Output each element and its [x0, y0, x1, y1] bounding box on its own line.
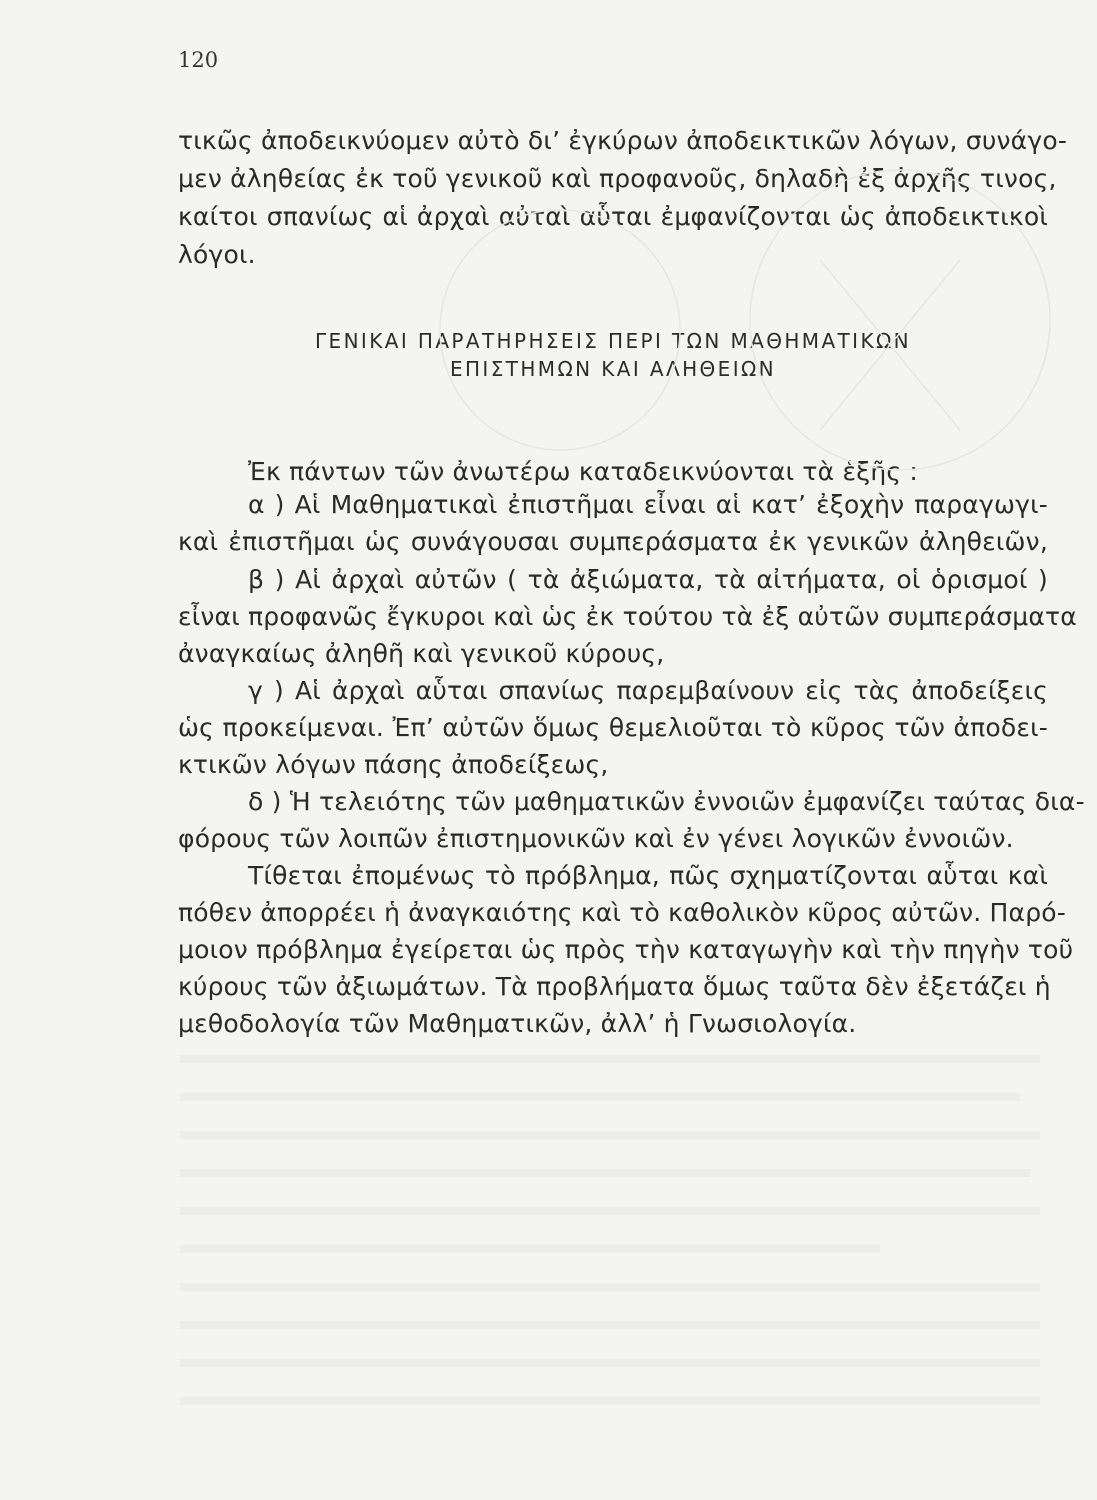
intro-line-2: μεν ἀληθείας ἐκ τοῦ γενικοῦ καὶ προφανοῦς, δηλαδὴ ἐξ ἀρχῆς τινος,: [178, 164, 1057, 193]
intro-line-4: λόγοι.: [178, 240, 256, 269]
body-line-12: Τίθεται ἐπομένως τὸ πρόβλημα, πῶς σχηματίζονται αὗται καὶ: [248, 861, 1048, 890]
body-line-3: καὶ ἐπιστῆμαι ὡς συνάγουσαι συμπεράσματα ἐκ γενικῶν ἀληθειῶν,: [178, 527, 1048, 556]
body-line-11: φόρους τῶν λοιπῶν ἐπιστημονικῶν καὶ ἐν γένει λογικῶν ἐννοιῶν.: [178, 824, 1014, 853]
body-line-14: μοιον πρόβλημα ἐγείρεται ὡς πρὸς τὴν καταγωγὴν καὶ τὴν πηγὴν τοῦ: [178, 935, 1074, 964]
body-line-1: Ἐκ πάντων τῶν ἀνωτέρω καταδεικνύονται τὰ ἑξῆς :: [248, 457, 919, 486]
body-line-10: δ ) Ἡ τελειότης τῶν μαθηματικῶν ἐννοιῶν ἐμφανίζει ταύτας δια-: [248, 787, 1085, 816]
body-line-4: β ) Αἱ ἀρχαὶ αὐτῶν ( τὰ ἀξιώματα, τὰ αἰτήματα, οἱ ὁρισμοί ): [248, 565, 1048, 594]
body-line-9: κτικῶν λόγων πάσης ἀποδείξεως,: [178, 750, 609, 779]
body-line-16: μεθοδολογία τῶν Μαθηματικῶν, ἀλλ’ ἡ Γνωσιολογία.: [178, 1009, 857, 1038]
body-line-2: α ) Αἱ Μαθηματικαὶ ἐπιστῆμαι εἶναι αἱ κατ’ ἐξοχὴν παραγωγι-: [248, 490, 1048, 519]
body-line-8: ὡς προκείμεναι. Ἐπ’ αὐτῶν ὅμως θεμελιοῦται τὸ κῦρος τῶν ἀποδει-: [178, 713, 1048, 742]
body-line-7: γ ) Αἱ ἀρχαὶ αὗται σπανίως παρεμβαίνουν εἰς τὰς ἀποδείξεις: [248, 676, 1048, 705]
body-line-6: ἀναγκαίως ἀληθῆ καὶ γενικοῦ κύρους,: [178, 639, 665, 668]
intro-line-1: τικῶς ἀποδεικνύομεν αὐτὸ δι’ ἐγκύρων ἀποδεικτικῶν λόγων, συνάγο-: [178, 126, 1068, 155]
body-line-15: κύρους τῶν ἀξιωμάτων. Τὰ προβλήματα ὅμως ταῦτα δὲν ἐξετάζει ἡ: [178, 972, 1051, 1001]
page-number: 120: [178, 48, 219, 72]
body-line-5: εἶναι προφανῶς ἔγκυροι καὶ ὡς ἐκ τούτου τὰ ἐξ αὐτῶν συμπεράσματα: [178, 602, 1077, 631]
section-heading-line-2: ΕΠΙΣΤΗΜΩΝ ΚΑΙ ΑΛΗΘΕΙΩΝ: [449, 357, 777, 381]
intro-line-3: καίτοι σπανίως αἱ ἀρχαὶ αὐταὶ αὗται ἐμφανίζονται ὡς ἀποδεικτικοὶ: [178, 202, 1048, 231]
body-line-13: πόθεν ἀπορρέει ἡ ἀναγκαιότης καὶ τὸ καθολικὸν κῦρος αὐτῶν. Παρό-: [178, 898, 1067, 927]
section-heading-line-1: ΓΕΝΙΚΑΙ ΠΑΡΑΤΗΡΗΣΕΙΣ ΠΕΡΙ ΤΩΝ ΜΑΘΗΜΑΤΙΚΩΝ: [314, 329, 912, 353]
